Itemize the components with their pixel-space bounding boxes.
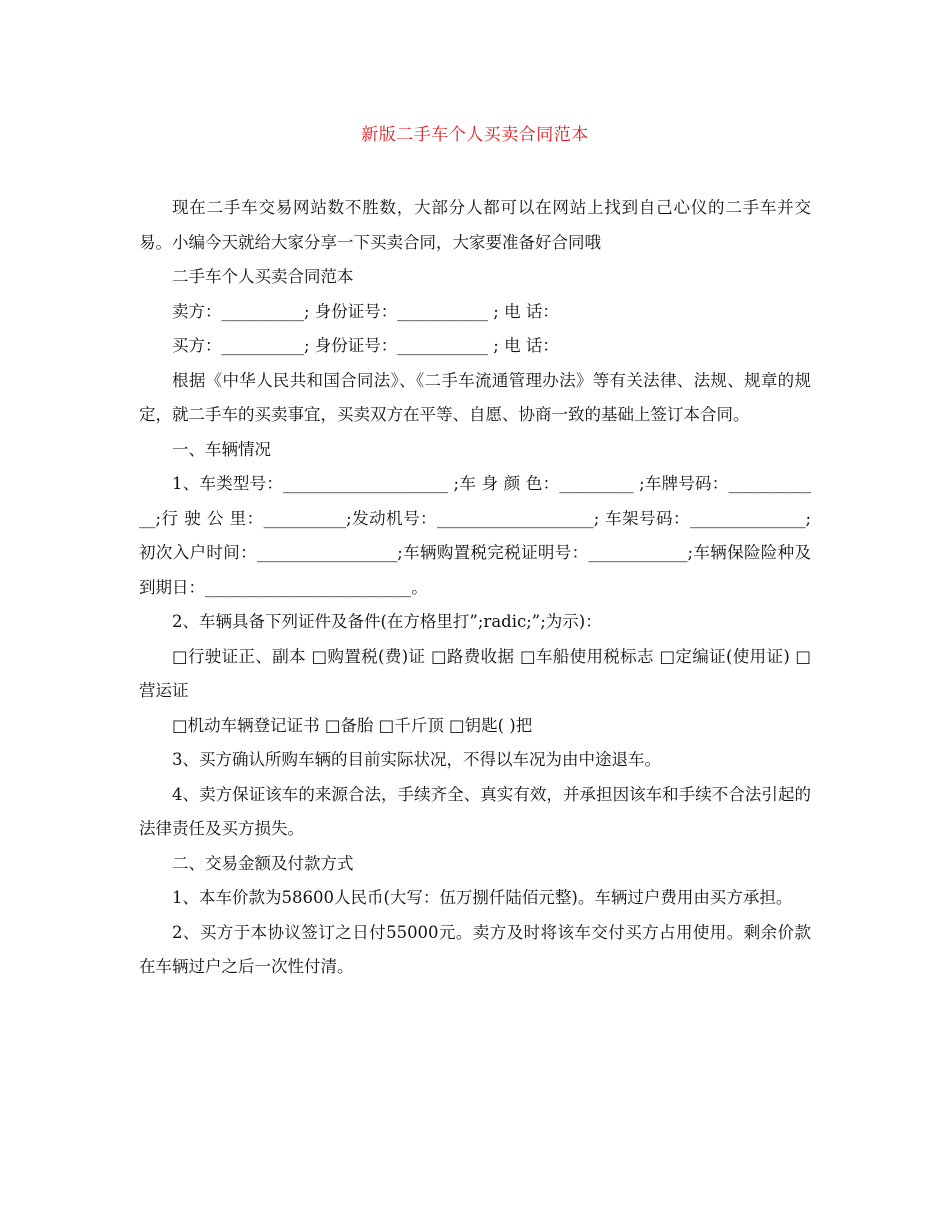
document-body: [139, 191, 811, 985]
clause-3: 3、买方确认所购车辆的目前实际状况，不得以车况为由中途退车。: [172, 750, 661, 769]
documents-clause: 2、车辆具备下列证件及备件(在方格里打”;radic;”;为示)：: [172, 612, 602, 631]
legal-basis-paragraph: 根据《中华人民共和国合同法》、《二手车流通管理办法》等有关法律、法规、规章的规定，就二手车的买卖事宜，买卖双方在平等、自愿、协商一致的基础上签订本合同。: [139, 370, 811, 424]
payment-clause-1: 1、本车价款为58600人民币(大写：伍万捌仟陆佰元整)。车辆过户费用由买方承担。: [172, 888, 793, 907]
clause-4: 4、卖方保证该车的来源合法，手续齐全、真实有效，并承担因该车和手续不合法引起的法律责任及买方损失。: [139, 784, 811, 838]
checkbox-list-documents: □行驶证正、副本 □购置税(费)证 □路费收据 □车船使用税标志 □定编证(使用证) □营运证: [139, 646, 811, 700]
section-heading-vehicle: 一、车辆情况: [172, 439, 271, 459]
contract-subtitle: 二手车个人买卖合同范本: [172, 267, 354, 286]
checkbox-list-spares: □机动车辆登记证书 □备胎 □千斤顶 □钥匙( )把: [172, 715, 533, 735]
section-heading-payment: 二、交易金额及付款方式: [172, 853, 354, 873]
vehicle-details-paragraph: 1、车类型号：____________________ ;车 身 颜 色：_________ ;车牌号码：____________;行 驶 公 里：__________;发动机号：___________________; 车架号码：______________;初次入户时间：_________________;车辆购置税完税证明号：____________;车辆保险险种及到期日：_________________________。: [139, 474, 811, 597]
buyer-info-line: 买方：__________; 身份证号：___________ ; 电 话：: [172, 336, 559, 355]
payment-clause-2: 2、买方于本协议签订之日付55000元。卖方及时将该车交付买方占用使用。剩余价款在车辆过户之后一次性付清。: [139, 922, 811, 976]
intro-paragraph: 现在二手车交易网站数不胜数，大部分人都可以在网站上找到自己心仪的二手车并交易。小编今天就给大家分享一下买卖合同，大家要准备好合同哦: [139, 198, 811, 252]
seller-info-line: 卖方：__________; 身份证号：___________ ; 电 话：: [172, 301, 559, 321]
document-title: 新版二手车个人买卖合同范本: [361, 125, 589, 145]
